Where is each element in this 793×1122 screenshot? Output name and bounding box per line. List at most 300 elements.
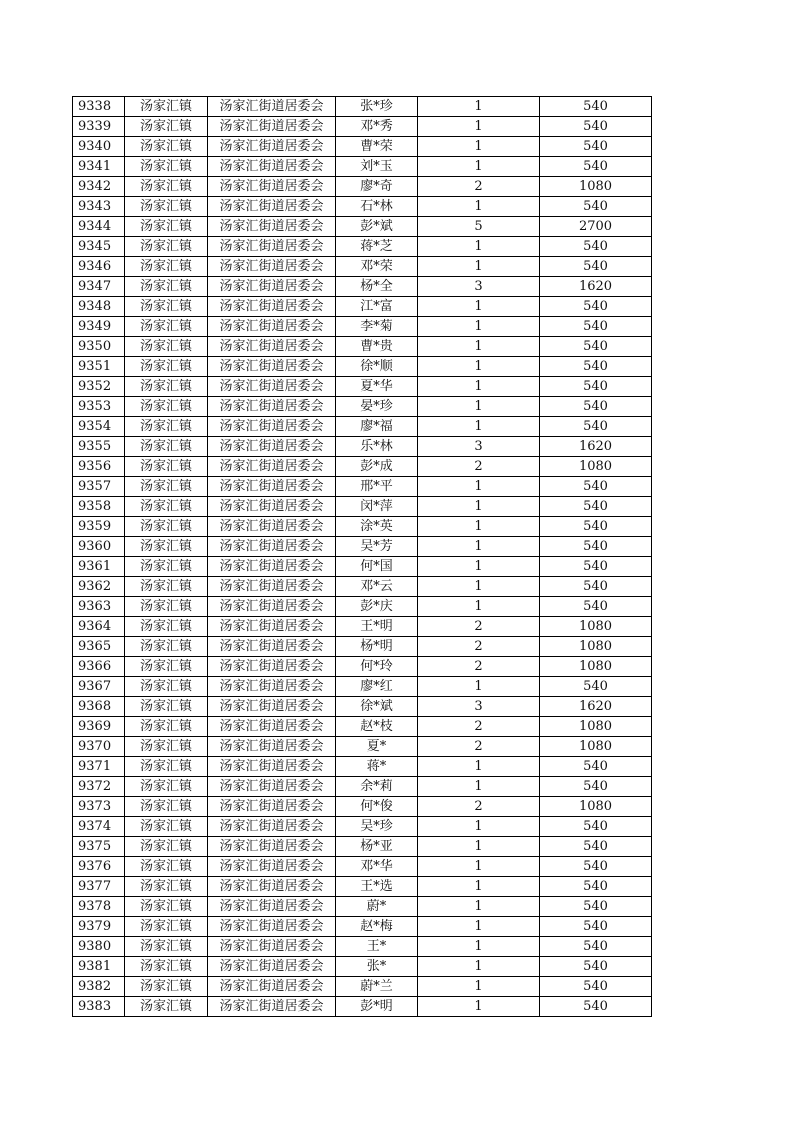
amount-cell: 540: [540, 397, 652, 417]
town-cell: 汤家汇镇: [125, 957, 208, 977]
committee-cell: 汤家汇街道居委会: [208, 817, 336, 837]
town-cell: 汤家汇镇: [125, 397, 208, 417]
count-cell: 1: [418, 997, 540, 1017]
town-cell: 汤家汇镇: [125, 657, 208, 677]
serial-number-cell: 9378: [73, 897, 125, 917]
name-cell: 彭*斌: [336, 217, 418, 237]
town-cell: 汤家汇镇: [125, 537, 208, 557]
table-row: [73, 377, 652, 397]
amount-cell: 540: [540, 417, 652, 437]
town-cell: 汤家汇镇: [125, 457, 208, 477]
table-row: [73, 217, 652, 237]
amount-cell: 540: [540, 97, 652, 117]
count-cell: 1: [418, 337, 540, 357]
table-row: [73, 517, 652, 537]
town-cell: 汤家汇镇: [125, 597, 208, 617]
serial-number-cell: 9353: [73, 397, 125, 417]
amount-cell: 540: [540, 817, 652, 837]
table-row: [73, 937, 652, 957]
town-cell: 汤家汇镇: [125, 257, 208, 277]
town-cell: 汤家汇镇: [125, 117, 208, 137]
town-cell: 汤家汇镇: [125, 577, 208, 597]
table-row: [73, 417, 652, 437]
count-cell: 1: [418, 397, 540, 417]
count-cell: 1: [418, 977, 540, 997]
town-cell: 汤家汇镇: [125, 857, 208, 877]
committee-cell: 汤家汇街道居委会: [208, 637, 336, 657]
table-row: [73, 717, 652, 737]
amount-cell: 1080: [540, 797, 652, 817]
town-cell: 汤家汇镇: [125, 877, 208, 897]
serial-number-cell: 9343: [73, 197, 125, 217]
name-cell: 廖*福: [336, 417, 418, 437]
serial-number-cell: 9352: [73, 377, 125, 397]
committee-cell: 汤家汇街道居委会: [208, 197, 336, 217]
committee-cell: 汤家汇街道居委会: [208, 337, 336, 357]
committee-cell: 汤家汇街道居委会: [208, 437, 336, 457]
amount-cell: 1080: [540, 737, 652, 757]
name-cell: 江*富: [336, 297, 418, 317]
town-cell: 汤家汇镇: [125, 677, 208, 697]
town-cell: 汤家汇镇: [125, 977, 208, 997]
committee-cell: 汤家汇街道居委会: [208, 757, 336, 777]
town-cell: 汤家汇镇: [125, 777, 208, 797]
serial-number-cell: 9370: [73, 737, 125, 757]
committee-cell: 汤家汇街道居委会: [208, 137, 336, 157]
count-cell: 2: [418, 657, 540, 677]
amount-cell: 540: [540, 297, 652, 317]
table-row: [73, 877, 652, 897]
count-cell: 1: [418, 557, 540, 577]
count-cell: 2: [418, 737, 540, 757]
count-cell: 1: [418, 157, 540, 177]
committee-cell: 汤家汇街道居委会: [208, 937, 336, 957]
table-row: [73, 757, 652, 777]
serial-number-cell: 9346: [73, 257, 125, 277]
name-cell: 吴*珍: [336, 817, 418, 837]
committee-cell: 汤家汇街道居委会: [208, 597, 336, 617]
table-row: [73, 997, 652, 1017]
table-row: [73, 277, 652, 297]
town-cell: 汤家汇镇: [125, 937, 208, 957]
count-cell: 1: [418, 757, 540, 777]
name-cell: 乐*林: [336, 437, 418, 457]
count-cell: 2: [418, 637, 540, 657]
amount-cell: 540: [540, 357, 652, 377]
name-cell: 王*: [336, 937, 418, 957]
committee-cell: 汤家汇街道居委会: [208, 537, 336, 557]
serial-number-cell: 9383: [73, 997, 125, 1017]
name-cell: 何*玲: [336, 657, 418, 677]
serial-number-cell: 9381: [73, 957, 125, 977]
name-cell: 杨*亚: [336, 837, 418, 857]
committee-cell: 汤家汇街道居委会: [208, 997, 336, 1017]
committee-cell: 汤家汇街道居委会: [208, 317, 336, 337]
name-cell: 赵*枝: [336, 717, 418, 737]
committee-cell: 汤家汇街道居委会: [208, 737, 336, 757]
town-cell: 汤家汇镇: [125, 737, 208, 757]
count-cell: 1: [418, 937, 540, 957]
table-row: [73, 137, 652, 157]
count-cell: 1: [418, 417, 540, 437]
committee-cell: 汤家汇街道居委会: [208, 777, 336, 797]
table-row: [73, 637, 652, 657]
serial-number-cell: 9356: [73, 457, 125, 477]
name-cell: 曹*贵: [336, 337, 418, 357]
name-cell: 夏*华: [336, 377, 418, 397]
table-row: [73, 857, 652, 877]
count-cell: 1: [418, 837, 540, 857]
town-cell: 汤家汇镇: [125, 797, 208, 817]
committee-cell: 汤家汇街道居委会: [208, 97, 336, 117]
name-cell: 曹*荣: [336, 137, 418, 157]
committee-cell: 汤家汇街道居委会: [208, 557, 336, 577]
town-cell: 汤家汇镇: [125, 517, 208, 537]
table-row: [73, 837, 652, 857]
serial-number-cell: 9361: [73, 557, 125, 577]
committee-cell: 汤家汇街道居委会: [208, 957, 336, 977]
count-cell: 1: [418, 817, 540, 837]
committee-cell: 汤家汇街道居委会: [208, 717, 336, 737]
table-row: [73, 117, 652, 137]
name-cell: 涂*英: [336, 517, 418, 537]
serial-number-cell: 9344: [73, 217, 125, 237]
committee-cell: 汤家汇街道居委会: [208, 257, 336, 277]
town-cell: 汤家汇镇: [125, 837, 208, 857]
name-cell: 廖*红: [336, 677, 418, 697]
committee-cell: 汤家汇街道居委会: [208, 177, 336, 197]
serial-number-cell: 9371: [73, 757, 125, 777]
count-cell: 3: [418, 277, 540, 297]
committee-cell: 汤家汇街道居委会: [208, 357, 336, 377]
amount-cell: 540: [540, 837, 652, 857]
amount-cell: 540: [540, 257, 652, 277]
serial-number-cell: 9363: [73, 597, 125, 617]
committee-cell: 汤家汇街道居委会: [208, 857, 336, 877]
serial-number-cell: 9358: [73, 497, 125, 517]
amount-cell: 540: [540, 677, 652, 697]
name-cell: 李*菊: [336, 317, 418, 337]
town-cell: 汤家汇镇: [125, 717, 208, 737]
table-row: [73, 657, 652, 677]
table-row: [73, 617, 652, 637]
count-cell: 1: [418, 597, 540, 617]
amount-cell: 540: [540, 917, 652, 937]
committee-cell: 汤家汇街道居委会: [208, 237, 336, 257]
name-cell: 邢*平: [336, 477, 418, 497]
table-row: [73, 557, 652, 577]
serial-number-cell: 9355: [73, 437, 125, 457]
table-row: [73, 577, 652, 597]
serial-number-cell: 9377: [73, 877, 125, 897]
serial-number-cell: 9348: [73, 297, 125, 317]
amount-cell: 1080: [540, 177, 652, 197]
table-row: [73, 817, 652, 837]
count-cell: 1: [418, 777, 540, 797]
amount-cell: 540: [540, 477, 652, 497]
serial-number-cell: 9354: [73, 417, 125, 437]
town-cell: 汤家汇镇: [125, 557, 208, 577]
name-cell: 邓*华: [336, 857, 418, 877]
serial-number-cell: 9372: [73, 777, 125, 797]
committee-cell: 汤家汇街道居委会: [208, 397, 336, 417]
serial-number-cell: 9375: [73, 837, 125, 857]
count-cell: 1: [418, 897, 540, 917]
committee-cell: 汤家汇街道居委会: [208, 157, 336, 177]
town-cell: 汤家汇镇: [125, 237, 208, 257]
serial-number-cell: 9351: [73, 357, 125, 377]
records-table-body: [73, 97, 652, 1017]
count-cell: 1: [418, 577, 540, 597]
count-cell: 2: [418, 177, 540, 197]
committee-cell: 汤家汇街道居委会: [208, 217, 336, 237]
town-cell: 汤家汇镇: [125, 497, 208, 517]
amount-cell: 540: [540, 857, 652, 877]
count-cell: 2: [418, 457, 540, 477]
amount-cell: 540: [540, 997, 652, 1017]
committee-cell: 汤家汇街道居委会: [208, 117, 336, 137]
name-cell: 夏*: [336, 737, 418, 757]
amount-cell: 1080: [540, 637, 652, 657]
table-row: [73, 317, 652, 337]
table-row: [73, 237, 652, 257]
amount-cell: 1080: [540, 617, 652, 637]
table-row: [73, 677, 652, 697]
name-cell: 蒋*芝: [336, 237, 418, 257]
committee-cell: 汤家汇街道居委会: [208, 917, 336, 937]
serial-number-cell: 9340: [73, 137, 125, 157]
town-cell: 汤家汇镇: [125, 817, 208, 837]
name-cell: 蒋*: [336, 757, 418, 777]
count-cell: 1: [418, 477, 540, 497]
count-cell: 2: [418, 717, 540, 737]
name-cell: 彭*成: [336, 457, 418, 477]
serial-number-cell: 9380: [73, 937, 125, 957]
serial-number-cell: 9339: [73, 117, 125, 137]
serial-number-cell: 9338: [73, 97, 125, 117]
serial-number-cell: 9373: [73, 797, 125, 817]
town-cell: 汤家汇镇: [125, 637, 208, 657]
committee-cell: 汤家汇街道居委会: [208, 477, 336, 497]
town-cell: 汤家汇镇: [125, 437, 208, 457]
town-cell: 汤家汇镇: [125, 197, 208, 217]
count-cell: 1: [418, 357, 540, 377]
table-row: [73, 437, 652, 457]
serial-number-cell: 9366: [73, 657, 125, 677]
records-table: [72, 96, 652, 1017]
town-cell: 汤家汇镇: [125, 917, 208, 937]
committee-cell: 汤家汇街道居委会: [208, 797, 336, 817]
table-row: [73, 197, 652, 217]
table-row: [73, 737, 652, 757]
town-cell: 汤家汇镇: [125, 297, 208, 317]
table-row: [73, 977, 652, 997]
table-row: [73, 797, 652, 817]
town-cell: 汤家汇镇: [125, 317, 208, 337]
table-row: [73, 397, 652, 417]
name-cell: 张*: [336, 957, 418, 977]
name-cell: 蔚*兰: [336, 977, 418, 997]
name-cell: 蔚*: [336, 897, 418, 917]
name-cell: 徐*斌: [336, 697, 418, 717]
town-cell: 汤家汇镇: [125, 697, 208, 717]
serial-number-cell: 9369: [73, 717, 125, 737]
table-row: [73, 697, 652, 717]
town-cell: 汤家汇镇: [125, 157, 208, 177]
amount-cell: 540: [540, 537, 652, 557]
committee-cell: 汤家汇街道居委会: [208, 377, 336, 397]
committee-cell: 汤家汇街道居委会: [208, 677, 336, 697]
serial-number-cell: 9376: [73, 857, 125, 877]
town-cell: 汤家汇镇: [125, 617, 208, 637]
serial-number-cell: 9360: [73, 537, 125, 557]
amount-cell: 540: [540, 777, 652, 797]
name-cell: 邓*秀: [336, 117, 418, 137]
amount-cell: 2700: [540, 217, 652, 237]
table-row: [73, 257, 652, 277]
amount-cell: 1620: [540, 437, 652, 457]
count-cell: 1: [418, 537, 540, 557]
count-cell: 1: [418, 877, 540, 897]
amount-cell: 540: [540, 937, 652, 957]
name-cell: 闵*萍: [336, 497, 418, 517]
table-row: [73, 917, 652, 937]
count-cell: 1: [418, 97, 540, 117]
amount-cell: 1080: [540, 717, 652, 737]
table-row: [73, 157, 652, 177]
committee-cell: 汤家汇街道居委会: [208, 897, 336, 917]
amount-cell: 540: [540, 317, 652, 337]
amount-cell: 540: [540, 897, 652, 917]
amount-cell: 540: [540, 237, 652, 257]
name-cell: 吴*芳: [336, 537, 418, 557]
town-cell: 汤家汇镇: [125, 137, 208, 157]
committee-cell: 汤家汇街道居委会: [208, 297, 336, 317]
amount-cell: 540: [540, 157, 652, 177]
name-cell: 邓*荣: [336, 257, 418, 277]
amount-cell: 540: [540, 137, 652, 157]
committee-cell: 汤家汇街道居委会: [208, 417, 336, 437]
committee-cell: 汤家汇街道居委会: [208, 277, 336, 297]
table-row: [73, 337, 652, 357]
count-cell: 1: [418, 197, 540, 217]
town-cell: 汤家汇镇: [125, 97, 208, 117]
amount-cell: 1080: [540, 657, 652, 677]
name-cell: 赵*梅: [336, 917, 418, 937]
amount-cell: 540: [540, 517, 652, 537]
name-cell: 廖*奇: [336, 177, 418, 197]
amount-cell: 540: [540, 877, 652, 897]
amount-cell: 540: [540, 757, 652, 777]
serial-number-cell: 9379: [73, 917, 125, 937]
count-cell: 1: [418, 517, 540, 537]
name-cell: 徐*顺: [336, 357, 418, 377]
town-cell: 汤家汇镇: [125, 177, 208, 197]
count-cell: 5: [418, 217, 540, 237]
name-cell: 刘*玉: [336, 157, 418, 177]
count-cell: 1: [418, 317, 540, 337]
town-cell: 汤家汇镇: [125, 897, 208, 917]
name-cell: 张*珍: [336, 97, 418, 117]
count-cell: 3: [418, 437, 540, 457]
amount-cell: 540: [540, 377, 652, 397]
committee-cell: 汤家汇街道居委会: [208, 617, 336, 637]
committee-cell: 汤家汇街道居委会: [208, 697, 336, 717]
table-row: [73, 957, 652, 977]
table-row: [73, 777, 652, 797]
serial-number-cell: 9359: [73, 517, 125, 537]
name-cell: 王*选: [336, 877, 418, 897]
count-cell: 1: [418, 297, 540, 317]
serial-number-cell: 9349: [73, 317, 125, 337]
town-cell: 汤家汇镇: [125, 217, 208, 237]
name-cell: 石*林: [336, 197, 418, 217]
amount-cell: 1080: [540, 457, 652, 477]
town-cell: 汤家汇镇: [125, 337, 208, 357]
amount-cell: 540: [540, 497, 652, 517]
count-cell: 1: [418, 377, 540, 397]
amount-cell: 1620: [540, 277, 652, 297]
count-cell: 2: [418, 797, 540, 817]
count-cell: 1: [418, 917, 540, 937]
town-cell: 汤家汇镇: [125, 997, 208, 1017]
amount-cell: 540: [540, 557, 652, 577]
name-cell: 邓*云: [336, 577, 418, 597]
count-cell: 1: [418, 677, 540, 697]
name-cell: 杨*明: [336, 637, 418, 657]
table-row: [73, 457, 652, 477]
count-cell: 1: [418, 137, 540, 157]
name-cell: 彭*明: [336, 997, 418, 1017]
name-cell: 杨*全: [336, 277, 418, 297]
serial-number-cell: 9342: [73, 177, 125, 197]
amount-cell: 540: [540, 577, 652, 597]
amount-cell: 540: [540, 337, 652, 357]
table-row: [73, 477, 652, 497]
amount-cell: 540: [540, 197, 652, 217]
table-row: [73, 97, 652, 117]
count-cell: 1: [418, 237, 540, 257]
committee-cell: 汤家汇街道居委会: [208, 977, 336, 997]
committee-cell: 汤家汇街道居委会: [208, 837, 336, 857]
count-cell: 3: [418, 697, 540, 717]
count-cell: 1: [418, 857, 540, 877]
town-cell: 汤家汇镇: [125, 477, 208, 497]
table-row: [73, 897, 652, 917]
count-cell: 1: [418, 497, 540, 517]
serial-number-cell: 9350: [73, 337, 125, 357]
amount-cell: 540: [540, 977, 652, 997]
name-cell: 余*莉: [336, 777, 418, 797]
count-cell: 1: [418, 957, 540, 977]
committee-cell: 汤家汇街道居委会: [208, 457, 336, 477]
table-row: [73, 357, 652, 377]
amount-cell: 540: [540, 117, 652, 137]
serial-number-cell: 9374: [73, 817, 125, 837]
serial-number-cell: 9345: [73, 237, 125, 257]
serial-number-cell: 9382: [73, 977, 125, 997]
amount-cell: 540: [540, 597, 652, 617]
serial-number-cell: 9341: [73, 157, 125, 177]
town-cell: 汤家汇镇: [125, 417, 208, 437]
serial-number-cell: 9365: [73, 637, 125, 657]
count-cell: 2: [418, 617, 540, 637]
table-row: [73, 497, 652, 517]
serial-number-cell: 9367: [73, 677, 125, 697]
committee-cell: 汤家汇街道居委会: [208, 517, 336, 537]
serial-number-cell: 9357: [73, 477, 125, 497]
committee-cell: 汤家汇街道居委会: [208, 657, 336, 677]
